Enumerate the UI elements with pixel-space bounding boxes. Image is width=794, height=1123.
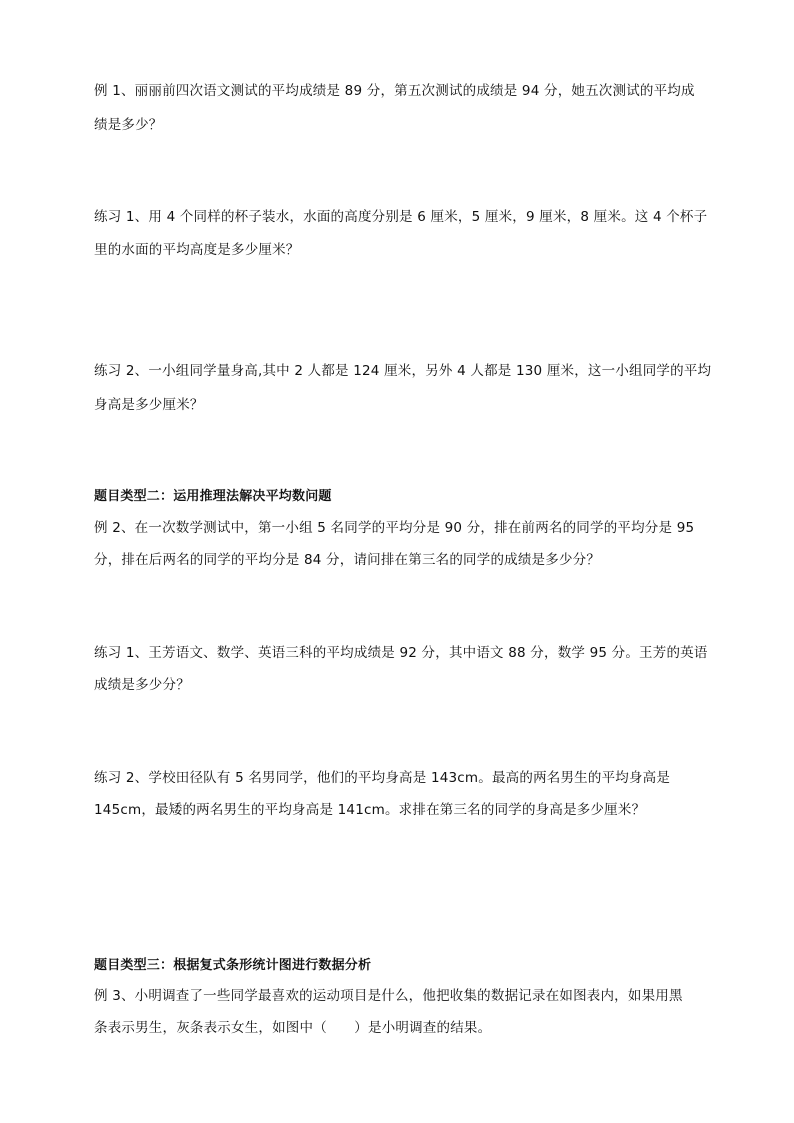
exercise-2a-line-1: 练习 2、一小组同学量身高,其中 2 人都是 124 厘米，另外 4 人都是 130 厘米，这一小组同学的平均 — [94, 363, 712, 379]
exercise-2b-line-2: 145cm，最矮的两名男生的平均身高是 141cm。求排在第三名的同学的身高是多少厘米？ — [94, 802, 646, 818]
exercise-2a-line-2: 身高是多少厘米？ — [94, 397, 204, 413]
exercise-1a-line-2: 里的水面的平均高度是多少厘米？ — [94, 242, 300, 258]
example-2-line-1: 例 2、在一次数学测试中，第一小组 5 名同学的平均分是 90 分，排在前两名的同学的平均分是 95 — [94, 520, 695, 536]
exercise-2b-line-1: 练习 2、学校田径队有 5 名男同学，他们的平均身高是 143cm。最高的两名男生的平均身高是 — [94, 770, 671, 786]
example-3-line-2: 条表示男生，灰条表示女生，如图中（ ）是小明调查的结果。 — [94, 1020, 492, 1036]
exercise-1b-line-2: 成绩是多少分？ — [94, 677, 190, 693]
example-3-line-1: 例 3、小明调查了一些同学最喜欢的运动项目是什么，他把收集的数据记录在如图表内，如果用黑 — [94, 988, 683, 1004]
exercise-1a-line-1: 练习 1、用 4 个同样的杯子装水，水面的高度分别是 6 厘米，5 厘米，9 厘米，8 厘米。这 4 个杯子 — [94, 209, 708, 225]
section-heading-type-3: 题目类型三：根据复式条形统计图进行数据分析 — [94, 958, 372, 973]
example-1-line-1: 例 1、丽丽前四次语文测试的平均成绩是 89 分，第五次测试的成绩是 94 分，她五次测试的平均成 — [94, 83, 695, 99]
exercise-1b-line-1: 练习 1、王芳语文、数学、英语三科的平均成绩是 92 分，其中语文 88 分，数学 95 分。王芳的英语 — [94, 645, 708, 661]
example-2-line-2: 分，排在后两名的同学的平均分是 84 分，请问排在第三名的同学的成绩是多少分？ — [94, 552, 601, 568]
example-1-line-2: 绩是多少？ — [94, 117, 163, 133]
section-heading-type-2: 题目类型二：运用推理法解决平均数问题 — [94, 489, 332, 504]
